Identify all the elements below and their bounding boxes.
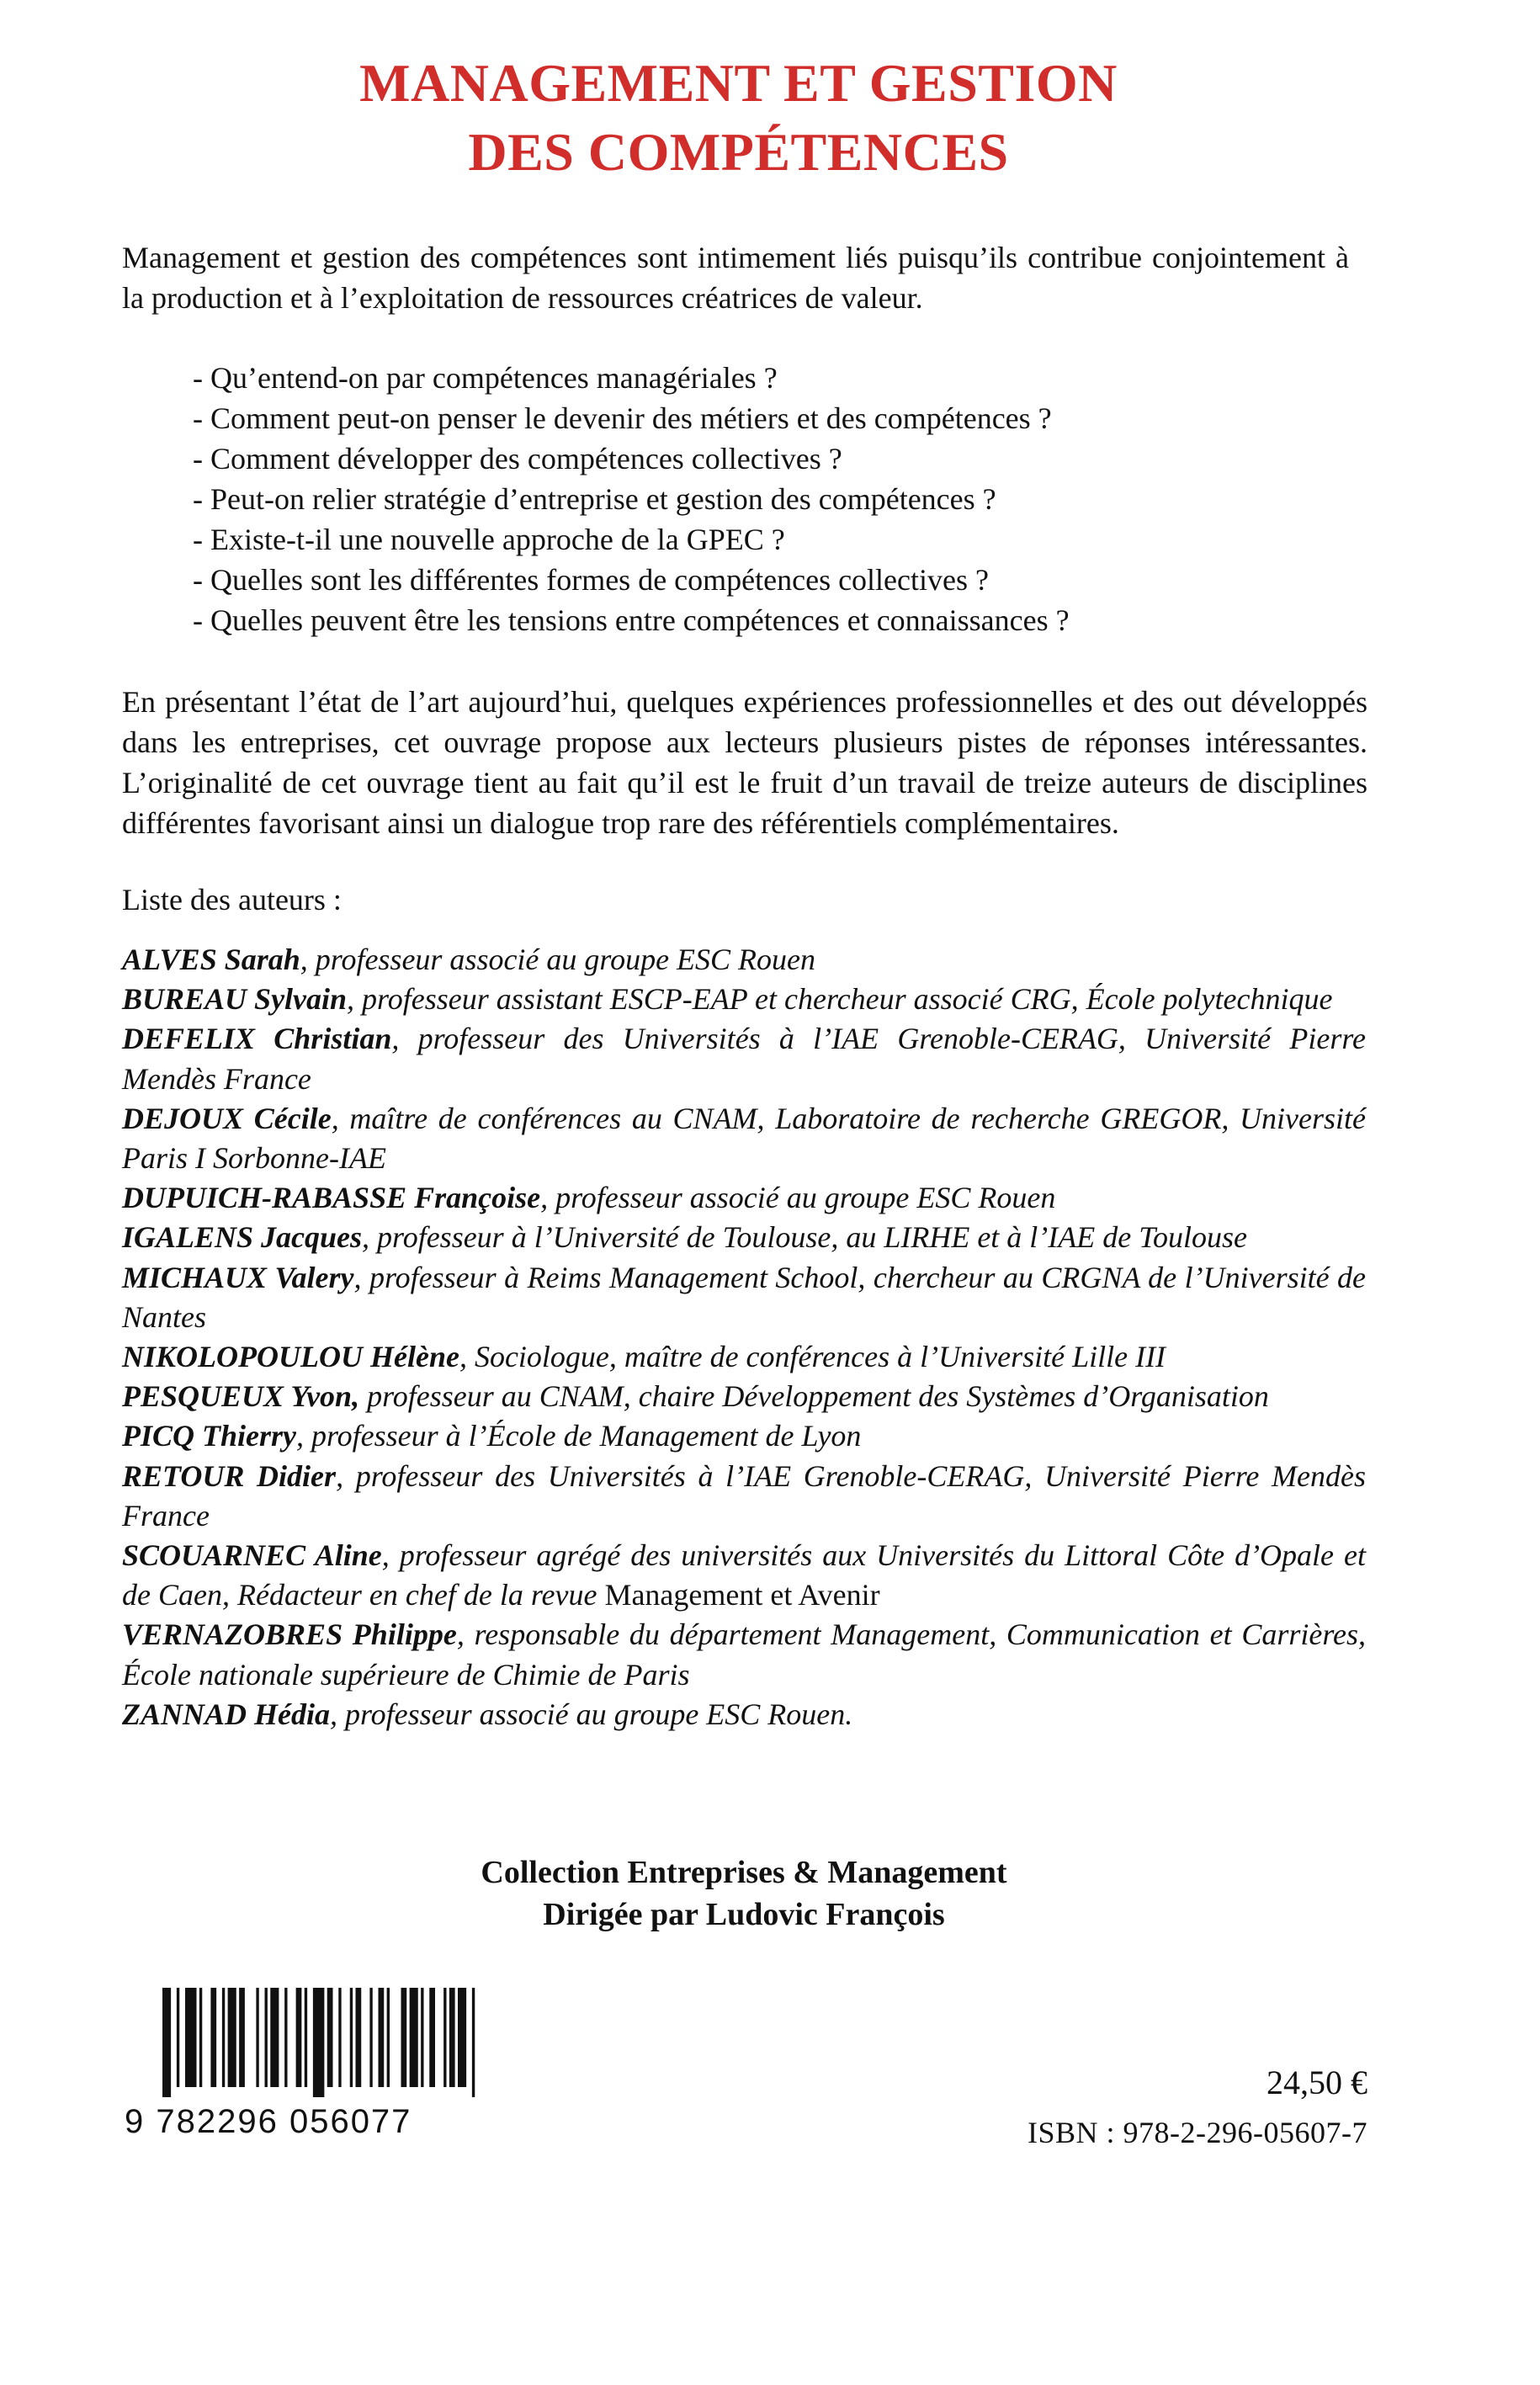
author-description: , professeur assistant ESCP-EAP et chercheur associé CRG, École polytechnique bbox=[347, 982, 1333, 1017]
author-name: DEJOUX Cécile bbox=[122, 1101, 332, 1135]
author-entry bbox=[122, 980, 1366, 1019]
question-item: - Peut-on relier stratégie d’entreprise et gestion des compétences ? bbox=[193, 482, 996, 516]
author-entry bbox=[122, 1337, 1366, 1377]
author-entry bbox=[122, 1615, 1366, 1694]
author-entry bbox=[122, 940, 1366, 980]
question-item: - Quelles peuvent être les tensions entre compétences et connaissances ? bbox=[193, 603, 1070, 637]
author-entry bbox=[122, 1377, 1366, 1416]
author-description: , Sociologue, maître de conférences à l’Université Lille III bbox=[459, 1340, 1166, 1374]
question-item: - Comment développer des compétences collectives ? bbox=[193, 442, 842, 475]
author-entry bbox=[122, 1695, 1366, 1734]
author-description: , responsable du département Management, Communication et Carrières, École nationale supérieure de Chimie de Paris bbox=[122, 1617, 1366, 1692]
author-name: BUREAU Sylvain bbox=[122, 982, 348, 1017]
book-title-line-2: DES COMPÉTENCES bbox=[468, 122, 1009, 182]
author-description: professeur au CNAM, chaire Développement des Systèmes d’Organisation bbox=[359, 1379, 1269, 1414]
author-entry bbox=[122, 1019, 1366, 1098]
author-name: PICQ Thierry bbox=[122, 1419, 296, 1453]
book-title bbox=[0, 49, 1477, 187]
author-entry bbox=[122, 1536, 1366, 1615]
question-item: - Comment peut-on penser le devenir des métiers et des compétences ? bbox=[193, 401, 1052, 435]
author-description: , professeur à l’Université de Toulouse, au LIRHE et à l’IAE de Toulouse bbox=[362, 1220, 1247, 1255]
collection-info bbox=[0, 1851, 1488, 1936]
author-name: IGALENS Jacques bbox=[122, 1220, 363, 1255]
author-name: DUPUICH-RABASSE Françoise bbox=[122, 1181, 541, 1215]
author-list bbox=[122, 940, 1366, 1734]
price: 24,50 € bbox=[1267, 2064, 1367, 2101]
authors-heading: Liste des auteurs : bbox=[122, 883, 342, 916]
author-name: SCOUARNEC Aline bbox=[122, 1538, 382, 1573]
author-entry bbox=[122, 1178, 1366, 1218]
question-item: - Quelles sont les différentes formes de compétences collectives ? bbox=[193, 563, 989, 597]
author-name: DEFELIX Christian bbox=[122, 1022, 392, 1056]
isbn: ISBN : 978-2-296-05607-7 bbox=[1028, 2116, 1367, 2149]
author-entry bbox=[122, 1099, 1366, 1178]
author-name: MICHAUX Valery bbox=[122, 1260, 354, 1294]
author-description: , professeur associé au groupe ESC Rouen. bbox=[330, 1697, 853, 1731]
author-description: , professeur à Reims Management School, chercheur au CRGNA de l’Université de Nantes bbox=[122, 1260, 1367, 1334]
author-entry bbox=[122, 1416, 1366, 1456]
barcode-icon bbox=[162, 1988, 481, 2097]
intro-paragraph: Management et gestion des compétences sont intimement liés puisqu’ils contribue conjointement à la production et à l’exploitation de ressources créatrices de valeur. bbox=[122, 241, 1349, 315]
author-description: , professeur agrégé des universités aux Universités du Littoral Côte d’Opale et de Caen, Rédacteur en chef de la revue bbox=[122, 1538, 1366, 1612]
barcode-number: 9 782296 056077 bbox=[125, 2103, 412, 2140]
author-description: , professeur associé au groupe ESC Rouen bbox=[300, 943, 816, 976]
journal-name: Management et Avenir bbox=[604, 1578, 880, 1612]
author-description: , professeur à l’École de Management de Lyon bbox=[296, 1419, 862, 1453]
author-entry bbox=[122, 1258, 1366, 1337]
author-entry bbox=[122, 1457, 1366, 1536]
author-description: , professeur associé au groupe ESC Rouen bbox=[540, 1181, 1056, 1215]
author-description: , professeur des Universités à l’IAE Grenoble-CERAG, Université Pierre Mendès France bbox=[122, 1022, 1366, 1096]
author-name: RETOUR Didier bbox=[122, 1458, 337, 1493]
question-item: - Existe-t-il une nouvelle approche de la GPEC ? bbox=[193, 523, 785, 556]
description-paragraph: En présentant l’état de l’art aujourd’hui, quelques expériences professionnelles et des out développés dans les entreprises, cet ouvrage propose aux lecteurs plusieurs pistes de réponses intéressantes. L’originalité de cet ouvrage tient au fait qu’il est le fruit d’un travail de treize auteurs de disciplines différentes favorisant ainsi un dialogue trop rare des référentiels complémentaires. bbox=[122, 685, 1367, 840]
collection-name: Collection Entreprises & Management bbox=[481, 1855, 1007, 1890]
question-list bbox=[193, 358, 1371, 640]
book-title-line-1: MANAGEMENT ET GESTION bbox=[359, 53, 1118, 113]
author-entry bbox=[122, 1218, 1366, 1257]
author-name: VERNAZOBRES Philippe bbox=[122, 1617, 457, 1652]
author-description: , maître de conférences au CNAM, Laboratoire de recherche GREGOR, Université Paris I Sorbonne-IAE bbox=[122, 1101, 1367, 1176]
author-name: NIKOLOPOULOU Hélène bbox=[122, 1340, 459, 1374]
author-name: ZANNAD Hédia bbox=[122, 1697, 330, 1731]
question-item: - Qu’entend-on par compétences managériales ? bbox=[193, 361, 778, 395]
author-name: PESQUEUX Yvon, bbox=[122, 1379, 360, 1414]
author-name: ALVES Sarah bbox=[122, 943, 300, 976]
collection-director: Dirigée par Ludovic François bbox=[543, 1897, 945, 1932]
author-description: , professeur des Universités à l’IAE Grenoble-CERAG, Université Pierre Mendès France bbox=[122, 1458, 1366, 1532]
